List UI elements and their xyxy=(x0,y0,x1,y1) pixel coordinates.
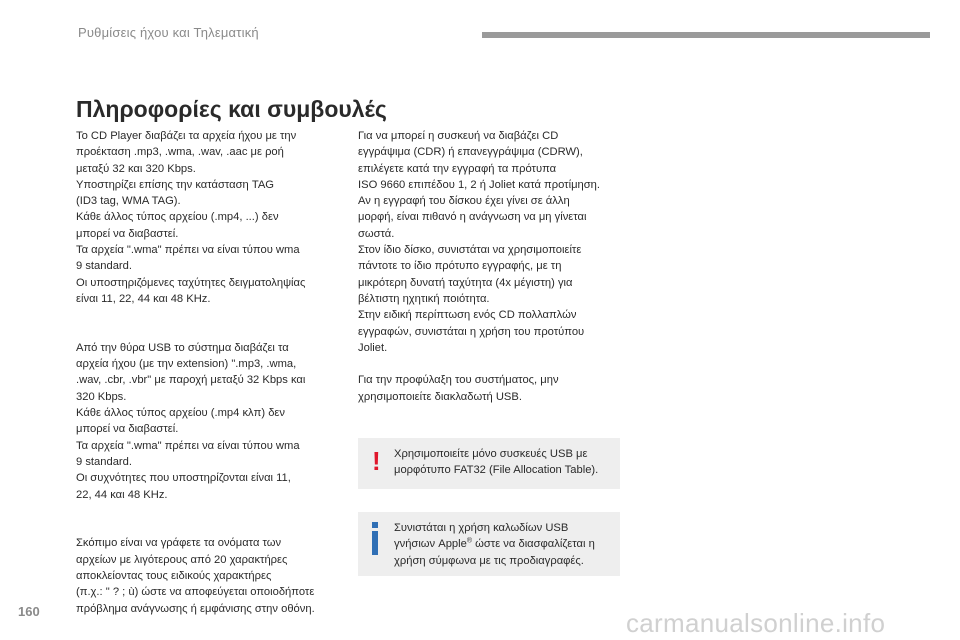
watermark: carmanualsonline.info xyxy=(626,608,886,638)
text-line: προέκταση .mp3, .wma, .wav, .aac με ροή xyxy=(76,146,284,159)
text-line: μικρότερη δυνατή ταχύτητα (4x μέγιστη) για xyxy=(358,276,573,289)
text-line: σωστά. xyxy=(358,227,395,240)
text-line: Το CD Player διαβάζει τα αρχεία ήχου με την xyxy=(76,130,297,142)
text-line: αρχεία ήχου (με την extension) ".mp3, .wma, xyxy=(76,358,297,371)
text-line: μπορεί να διαβαστεί. xyxy=(76,423,179,436)
text-line: μεταξύ 32 και 320 Kbps. xyxy=(76,162,196,175)
text-line: αρχείων με λιγότερους από 20 χαρακτήρες xyxy=(76,553,288,566)
text-line: Για να μπορεί η συσκευή να διαβάζει CD xyxy=(358,130,559,142)
text-line: μορφότυπο FAT32 (File Allocation Table). xyxy=(394,464,599,477)
right-column xyxy=(358,128,600,405)
text-line: Κάθε άλλος τύπος αρχείου (.mp4, ...) δεν xyxy=(76,211,279,224)
text-line: .wav, .cbr, .vbr" με παροχή μεταξύ 32 Kbps και xyxy=(76,374,306,387)
text-line: Τα αρχεία ".wma" πρέπει να είναι τύπου wma xyxy=(76,244,300,257)
text-line: χρήση σύμφωνα με τις προδιαγραφές. xyxy=(394,554,584,567)
text-line: πρόβλημα ανάγνωσης ή εμφάνισης στην οθόνη. xyxy=(76,602,315,615)
text-line: Κάθε άλλος τύπος αρχείου (.mp4 κλπ) δεν xyxy=(76,407,286,420)
info-box xyxy=(358,512,620,576)
text-line: Χρησιμοποιείτε μόνο συσκευές USB με xyxy=(394,448,588,460)
text-line: μορφή, είναι πιθανό η ανάγνωση να μη γίνεται xyxy=(358,211,587,224)
text-line: αποκλείοντας τους ειδικούς χαρακτήρες xyxy=(76,570,272,583)
text-line: Συνιστάται η χρήση καλωδίων USB xyxy=(394,522,569,534)
left-paragraph-usb xyxy=(76,340,315,503)
text-line: Τα αρχεία ".wma" πρέπει να είναι τύπου wma xyxy=(76,439,300,452)
text-line: είναι 11, 22, 44 και 48 KHz. xyxy=(76,292,211,305)
text-line: ISO 9660 επιπέδου 1, 2 ή Joliet κατά προτίμηση. xyxy=(358,178,600,191)
text-line: Για την προφύλαξη του συστήματος, μην xyxy=(358,374,559,387)
text-line: γνήσιων Apple® ώστε να διασφαλίζεται η xyxy=(394,537,595,551)
text-line: 9 standard. xyxy=(76,260,132,273)
header-title: Ρυθμίσεις ήχου και Τηλεματική xyxy=(78,25,259,40)
text-line: πάντοτε το ίδιο πρότυπο εγγραφής, με τη xyxy=(358,260,562,273)
right-paragraph-usb-hub xyxy=(358,372,600,405)
text-line: 22, 44 και 48 KHz. xyxy=(76,488,168,501)
text-line: μπορεί να διαβαστεί. xyxy=(76,227,179,240)
warning-exclamation-icon: ! xyxy=(372,446,381,476)
text-line: Σκόπιμο είναι να γράφετε τα ονόματα των xyxy=(76,537,282,550)
text-line: Στην ειδική περίπτωση ενός CD πολλαπλών xyxy=(358,309,577,322)
text-line: βέλτιστη ηχητική ποιότητα. xyxy=(358,292,490,305)
text-line: Αν η εγγραφή του δίσκου έχει γίνει σε άλλη xyxy=(358,195,570,208)
warning-box xyxy=(358,438,620,489)
text-line: 320 Kbps. xyxy=(76,390,127,403)
text-line: Στον ίδιο δίσκο, συνιστάται να χρησιμοποιείτε xyxy=(358,244,582,257)
header-rule xyxy=(482,32,930,38)
text-line: Υποστηρίζει επίσης την κατάσταση TAG xyxy=(76,178,275,191)
registered-mark: ® xyxy=(466,537,473,545)
left-column xyxy=(76,128,315,617)
info-icon xyxy=(372,522,378,556)
text-line: εγγραφών, συνιστάται η χρήση του προτύπου xyxy=(358,325,585,338)
right-paragraph-cdr xyxy=(358,128,600,356)
page-number: 160 xyxy=(18,604,40,619)
text-line: Joliet. xyxy=(358,341,388,354)
section-title: Πληροφορίες και συμβουλές xyxy=(76,96,387,122)
text-line: εγγράψιμα (CDR) ή επανεγγράψιμα (CDRW), xyxy=(358,146,583,159)
warning-text xyxy=(394,446,598,479)
left-paragraph-filenames xyxy=(76,535,315,616)
text-line: (π.χ.: " ? ; ù) ώστε να αποφεύγεται οποιοδήποτε xyxy=(76,586,315,599)
text-line: επιλέγετε κατά την εγγραφή τα πρότυπα xyxy=(358,162,557,175)
text-line: Οι συχνότητες που υποστηρίζονται είναι 11, xyxy=(76,472,291,485)
text-line: (ID3 tag, WMA TAG). xyxy=(76,195,181,208)
left-paragraph-cd xyxy=(76,128,315,307)
info-text xyxy=(394,520,595,569)
text-line: Οι υποστηριζόμενες ταχύτητες δειγματοληψίας xyxy=(76,276,306,289)
text-line: Από την θύρα USB το σύστημα διαβάζει τα xyxy=(76,341,289,354)
text-line: 9 standard. xyxy=(76,455,132,468)
text-line: χρησιμοποιείτε διακλαδωτή USB. xyxy=(358,390,522,403)
